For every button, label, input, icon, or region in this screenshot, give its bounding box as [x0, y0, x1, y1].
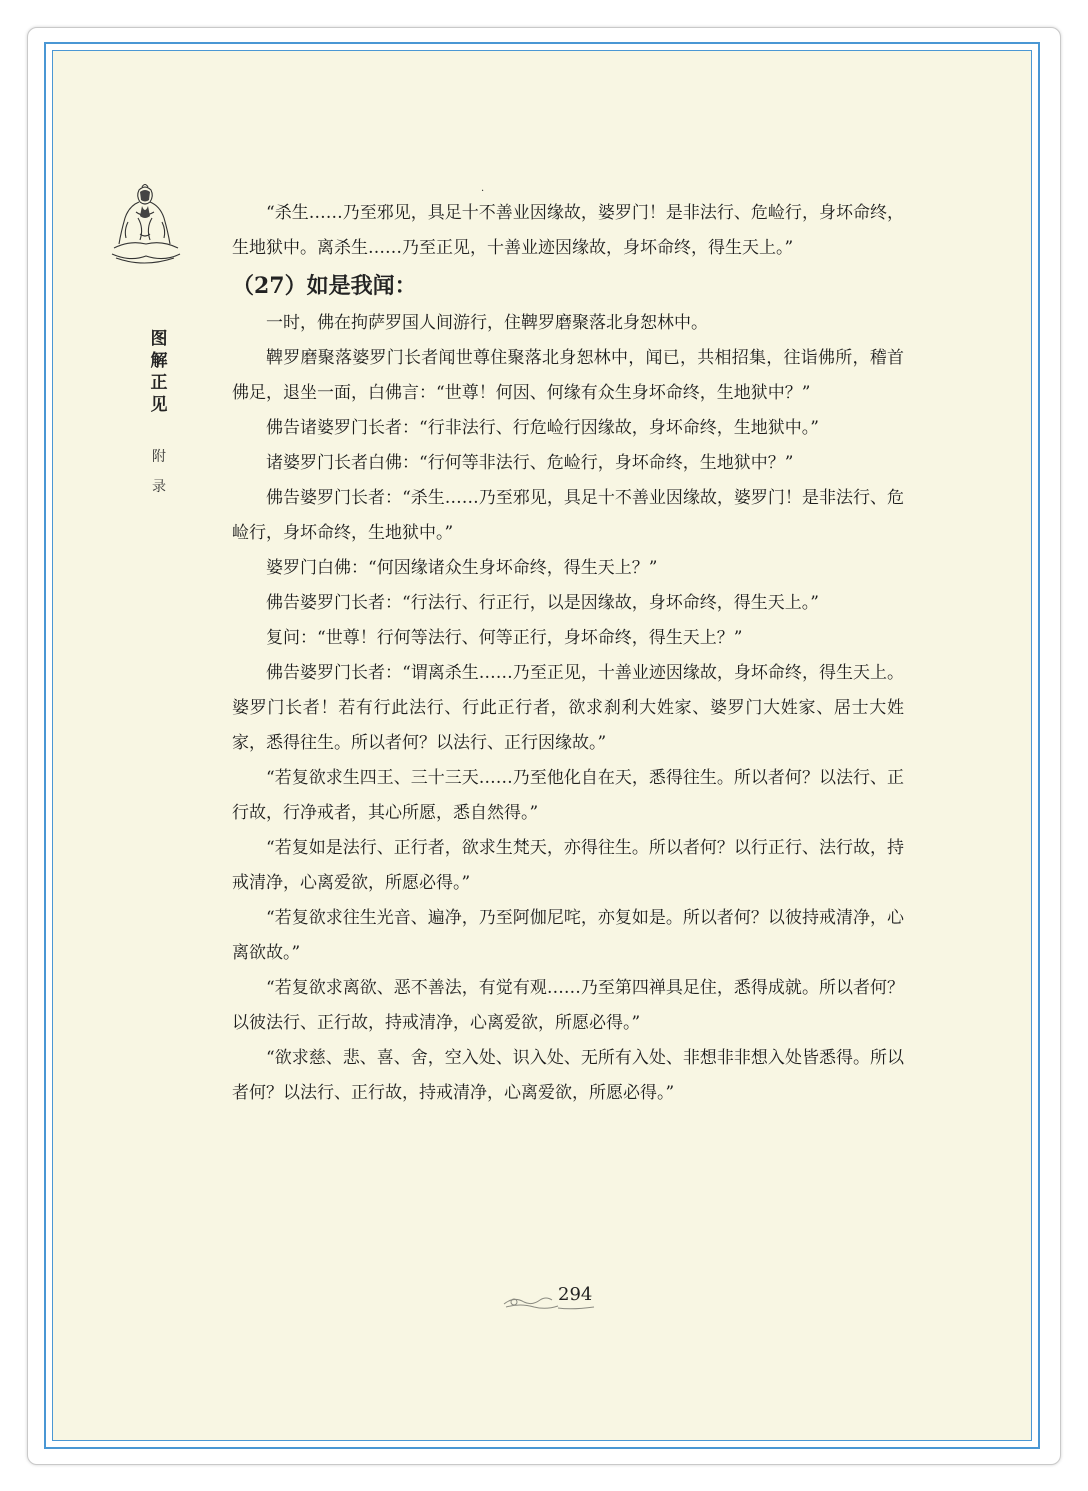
paragraph: “若复欲求往生光音、遍净，乃至阿伽尼咤，亦复如是。所以者何？以彼持戒清净，心离欲故。”: [232, 908, 904, 963]
stray-mark: ·: [481, 186, 485, 197]
book-title-char: 见: [150, 395, 168, 415]
book-title-char: 图: [150, 329, 168, 349]
paragraph: 佛告婆罗门长者：“杀生……乃至邪见，具足十不善业因缘故，婆罗门！是非法行、危崄行，身坏命终，生地狱中。”: [232, 488, 904, 543]
section-label-char: 录: [152, 479, 166, 495]
paragraph: 佛告婆罗门长者：“谓离杀生……乃至正见，十善业迹因缘故，身坏命终，得生天上。婆罗门长者！若有行此法行、行此正行者，欲求刹利大姓家、婆罗门大姓家、居士大姓家，悉得往生。所以者何？以法行、正行因缘故。”: [232, 663, 904, 753]
paragraph: “若复如是法行、正行者，欲求生梵天，亦得往生。所以者何？以行正行、法行故，持戒清净，心离爱欲，所愿必得。”: [232, 838, 904, 893]
paragraph: “若复欲求生四王、三十三天……乃至他化自在天，悉得往生。所以者何？以法行、正行故，行净戒者，其心所愿，悉自然得。”: [232, 768, 904, 823]
paragraph: 复问：“世尊！行何等法行、何等正行，身坏命终，得生天上？”: [266, 628, 743, 648]
section-label-vertical: [146, 442, 172, 502]
paragraph: 诸婆罗门长者白佛：“行何等非法行、危崄行，身坏命终，生地狱中？”: [266, 453, 794, 473]
page-number: 294: [558, 1284, 593, 1305]
book-title-vertical: [146, 328, 172, 416]
paragraph: 佛告诸婆罗门长者：“行非法行、行危崄行因缘故，身坏命终，生地狱中。”: [266, 418, 819, 438]
intro-paragraph: “杀生……乃至邪见，具足十不善业因缘故，婆罗门！是非法行、危崄行，身坏命终，生地狱中。离杀生……乃至正见，十善业迹因缘故，身坏命终，得生天上。”: [232, 203, 904, 258]
paragraph: 鞞罗磨聚落婆罗门长者闻世尊住聚落北身恕林中，闻已，共相招集，往诣佛所，稽首佛足，退坐一面，白佛言：“世尊！何因、何缘有众生身坏命终，生地狱中？”: [232, 348, 904, 403]
book-title-char: 解: [150, 351, 168, 371]
paragraph: 佛告婆罗门长者：“行法行、行正行，以是因缘故，身坏命终，得生天上。”: [266, 593, 819, 613]
section-heading: （27）如是我闻：: [232, 273, 417, 299]
book-title-char: 正: [150, 373, 168, 393]
seated-figure-illustration: [106, 178, 184, 270]
paragraph: 婆罗门白佛：“何因缘诸众生身坏命终，得生天上？”: [266, 558, 658, 578]
main-text: [232, 196, 904, 1111]
paragraph: 一时，佛在拘萨罗国人间游行，住鞞罗磨聚落北身恕林中。: [266, 313, 708, 333]
section-label-char: 附: [152, 449, 166, 465]
paragraph: “欲求慈、悲、喜、舍，空入处、识入处、无所有入处、非想非非想入处皆悉得。所以者何？以法行、正行故，持戒清净，心离爱欲，所愿必得。”: [232, 1048, 904, 1103]
paragraph: “若复欲求离欲、恶不善法，有觉有观……乃至第四禅具足住，悉得成就。所以者何？以彼法行、正行故，持戒清净，心离爱欲，所愿必得。”: [232, 978, 904, 1033]
